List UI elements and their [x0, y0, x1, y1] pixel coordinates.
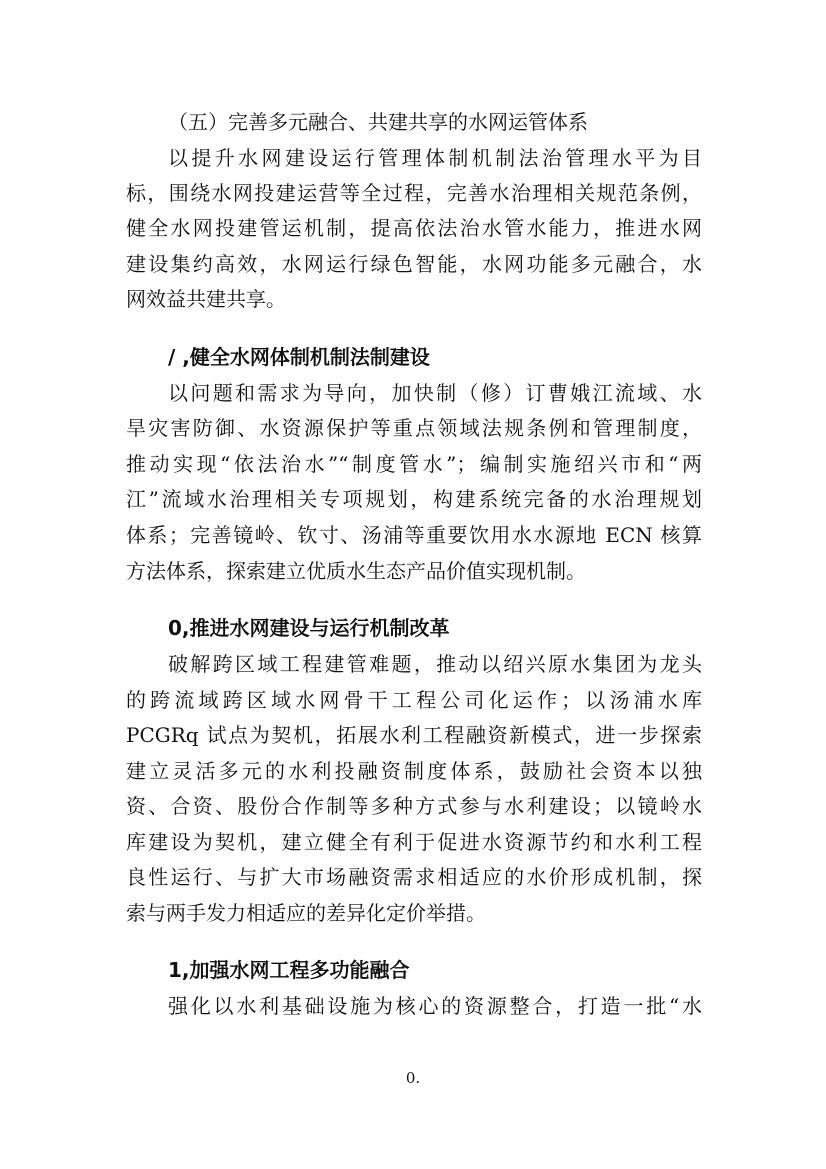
paragraph-line: 强化以水利基础设施为核心的资源整合，打造一批“水 [168, 994, 702, 1018]
paragraph-line: 的跨流域跨区域水网骨干工程公司化运作；以汤浦水库 [126, 688, 702, 712]
paragraph-line: 资、合资、股份合作制等多种方式参与水利建设；以镜岭水 [126, 794, 702, 818]
page-number: 0. [405, 1069, 421, 1087]
paragraph-line: 以问题和需求为导向，加快制（修）订曹娥江流域、水 [168, 381, 702, 405]
intro-line: 以提升水网建设运行管理体制机制法治管理水平为目 [168, 146, 702, 170]
paragraph-line: 方法体系，探索建立优质水生态产品价值实现机制。 [126, 559, 586, 583]
intro-line: 建设集约高效，水网运行绿色智能，水网功能多元融合，水 [126, 252, 702, 276]
intro-line: 健全水网投建管运机制，提高依法治水管水能力，推进水网 [126, 216, 702, 240]
subsection-heading-3: 1,加强水网工程多功能融合 [168, 958, 410, 982]
section-title: （五）完善多元融合、共建共享的水网运管体系 [168, 110, 588, 134]
paragraph-line: 旱灾害防御、水资源保护等重点领域法规条例和管理制度， [126, 416, 702, 440]
paragraph-line: 建立灵活多元的水利投融资制度体系，鼓励社会资本以独 [126, 759, 702, 783]
paragraph-line: 江”流域水治理相关专项规划，构建系统完备的水治理规划 [126, 487, 702, 511]
paragraph-line: 库建设为契机，建立健全有利于促进水资源节约和水利工程 [126, 830, 702, 854]
paragraph-line: 体系；完善镜岭、钦寸、汤浦等重要饮用水水源地 ECN 核算 [126, 523, 702, 547]
paragraph-line: PCGRq 试点为契机，拓展水利工程融资新模式，进一步探索 [126, 723, 702, 747]
paragraph-line: 良性运行、与扩大市场融资需求相适应的水价形成机制，探 [126, 865, 702, 889]
intro-line: 标，围绕水网投建运营等全过程，完善水治理相关规范条例， [126, 181, 702, 205]
subsection-heading-1: / ,健全水网体制机制法制建设 [168, 345, 430, 369]
intro-line: 网效益共建共享。 [126, 287, 286, 311]
subsection-heading-2: 0,推进水网建设与运行机制改革 [168, 616, 450, 640]
paragraph-line: 索与两手发力相适应的差异化定价举措。 [126, 901, 486, 925]
paragraph-line: 破解跨区域工程建管难题，推动以绍兴原水集团为龙头 [168, 652, 702, 676]
paragraph-line: 推动实现“依法治水”“制度管水”；编制实施绍兴市和“两 [126, 452, 702, 476]
